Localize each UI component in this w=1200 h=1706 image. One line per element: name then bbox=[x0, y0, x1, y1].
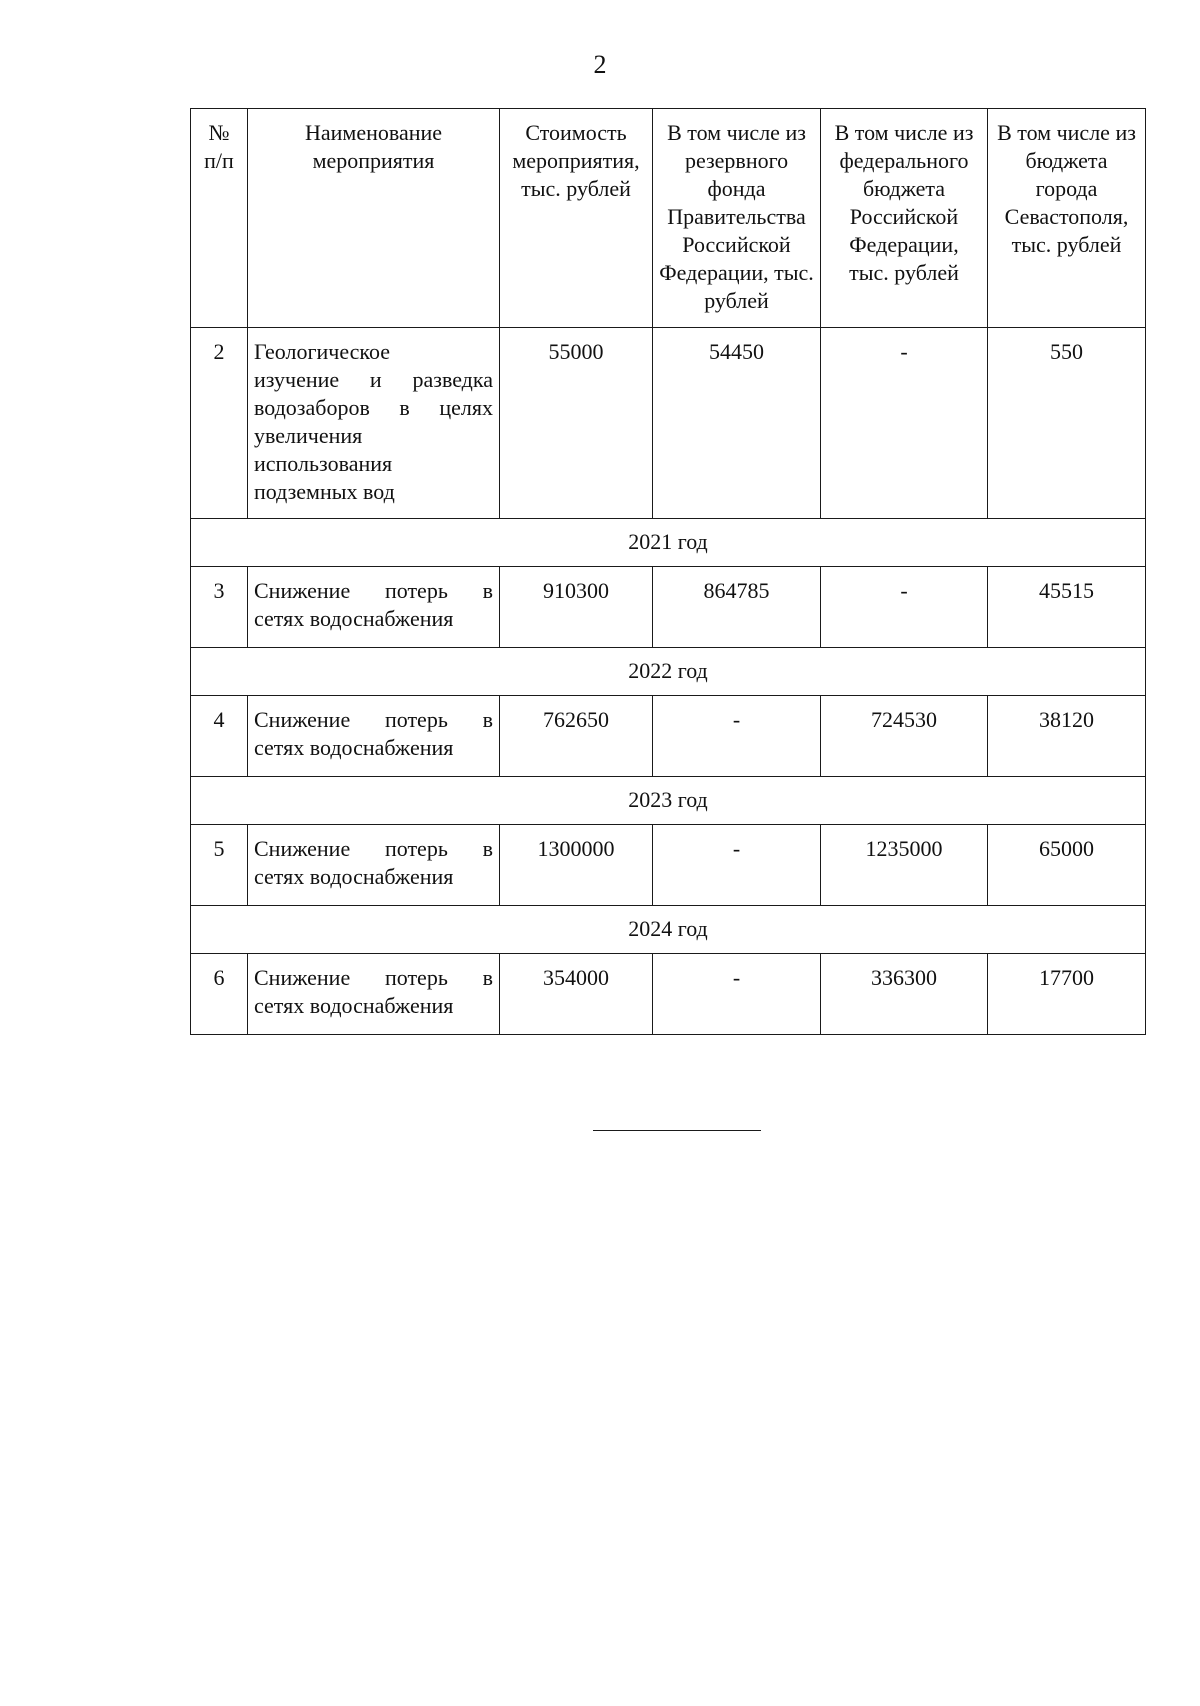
row-name bbox=[248, 825, 500, 906]
row-name-line: увеличения bbox=[254, 423, 363, 448]
row-name-line: сетях водоснабжения bbox=[254, 993, 454, 1018]
row-name bbox=[248, 567, 500, 648]
year-label: 2024 год bbox=[191, 906, 1146, 954]
row-name-line: использования bbox=[254, 451, 393, 476]
row-city-budget: 550 bbox=[988, 328, 1146, 519]
row-name-line: изучение и разведка bbox=[254, 367, 493, 392]
row-number: 2 bbox=[191, 328, 248, 519]
year-label: 2021 год bbox=[191, 519, 1146, 567]
year-row bbox=[191, 906, 1146, 954]
row-cost: 354000 bbox=[500, 954, 653, 1035]
row-federal-budget: - bbox=[821, 328, 988, 519]
row-reserve-fund: - bbox=[653, 954, 821, 1035]
row-name-line: сетях водоснабжения bbox=[254, 735, 454, 760]
year-label: 2023 год bbox=[191, 777, 1146, 825]
budget-table bbox=[190, 108, 1146, 1035]
row-federal-budget: 336300 bbox=[821, 954, 988, 1035]
row-city-budget: 45515 bbox=[988, 567, 1146, 648]
row-number: 4 bbox=[191, 696, 248, 777]
row-cost: 910300 bbox=[500, 567, 653, 648]
row-federal-budget: - bbox=[821, 567, 988, 648]
table-row bbox=[191, 567, 1146, 648]
row-name-line: сетях водоснабжения bbox=[254, 606, 454, 631]
row-reserve-fund: - bbox=[653, 825, 821, 906]
row-name-line: водозаборов в целях bbox=[254, 395, 493, 420]
row-cost: 1300000 bbox=[500, 825, 653, 906]
table-row bbox=[191, 954, 1146, 1035]
end-rule bbox=[593, 1130, 761, 1131]
header-row bbox=[191, 109, 1146, 328]
row-name bbox=[248, 696, 500, 777]
row-name-line: сетях водоснабжения bbox=[254, 864, 454, 889]
page-number: 2 bbox=[593, 50, 607, 79]
row-name bbox=[248, 328, 500, 519]
row-number: 3 bbox=[191, 567, 248, 648]
row-number: 6 bbox=[191, 954, 248, 1035]
row-name-line: Снижение потерь в bbox=[254, 836, 493, 861]
row-city-budget: 17700 bbox=[988, 954, 1146, 1035]
row-cost: 762650 bbox=[500, 696, 653, 777]
year-row bbox=[191, 777, 1146, 825]
row-name-line: Снижение потерь в bbox=[254, 578, 493, 603]
row-cost: 55000 bbox=[500, 328, 653, 519]
row-federal-budget: 1235000 bbox=[821, 825, 988, 906]
table-row bbox=[191, 825, 1146, 906]
year-row bbox=[191, 519, 1146, 567]
header-reserve-fund: В том числе из резервного фонда Правительства Российской Федерации, тыс. рублей bbox=[653, 109, 821, 328]
row-reserve-fund: 54450 bbox=[653, 328, 821, 519]
header-federal-budget: В том числе из федерального бюджета Российской Федерации, тыс. рублей bbox=[821, 109, 988, 328]
table-row bbox=[191, 328, 1146, 519]
row-city-budget: 65000 bbox=[988, 825, 1146, 906]
row-name bbox=[248, 954, 500, 1035]
header-cost: Стоимость мероприятия, тыс. рублей bbox=[500, 109, 653, 328]
year-label: 2022 год bbox=[191, 648, 1146, 696]
row-name-line: подземных вод bbox=[254, 479, 395, 504]
header-city-budget: В том числе из бюджета города Севастополя, тыс. рублей bbox=[988, 109, 1146, 328]
header-num: № п/п bbox=[191, 109, 248, 328]
row-reserve-fund: 864785 bbox=[653, 567, 821, 648]
header-name: Наименование мероприятия bbox=[248, 109, 500, 328]
row-reserve-fund: - bbox=[653, 696, 821, 777]
row-name-line: Снижение потерь в bbox=[254, 707, 493, 732]
row-name-line: Геологическое bbox=[254, 339, 391, 364]
row-name-line: Снижение потерь в bbox=[254, 965, 493, 990]
year-row bbox=[191, 648, 1146, 696]
table-row bbox=[191, 696, 1146, 777]
row-federal-budget: 724530 bbox=[821, 696, 988, 777]
row-city-budget: 38120 bbox=[988, 696, 1146, 777]
row-number: 5 bbox=[191, 825, 248, 906]
